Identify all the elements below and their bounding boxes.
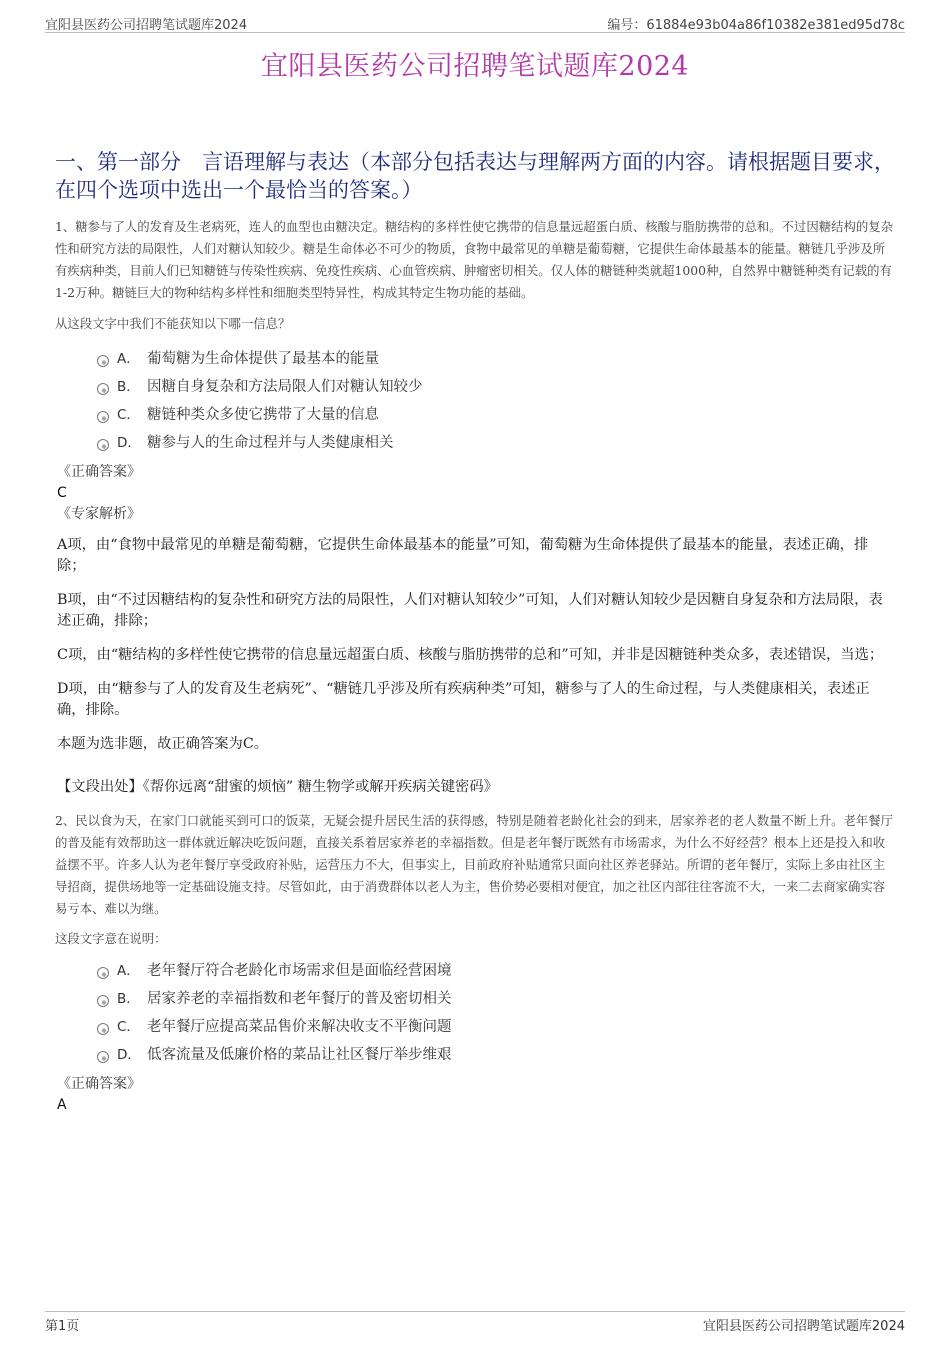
source-line [57,776,897,796]
option-letter: A． [117,351,140,367]
answer-value: C [57,485,67,501]
option-text: 老年餐厅应提高菜品售价来解决收支不平衡问题 [147,1019,452,1035]
question-text: 2、民以食为天，在家门口就能买到可口的饭菜，无疑会提升居民生活的获得感，特别是随着老龄化社会的到来，居家养老的老人数量不断上升。老年餐厅的普及能有效帮助这一群体就近解决吃饭问题，直接关系着居家养老的幸福指数。但是老年餐厅既然有市场需求，为什么不好经营？根本上还是投入和收益摆不平。许多人认为老年餐厅享受政府补贴，运营压力不大，但事实上，目前政府补贴通常只面向社区养老驿站。所谓的老年餐厅，实际上多由社区主导招商，提供场地等一定基础设施支持。尽管如此，由于消费群体以老人为主，售价势必要相对便宜，加之社区内部往往客流不大，一来二去商家确实容易亏本、难以为继。 [55,813,894,916]
options-list [55,347,937,459]
answer-label: 《正确答案》 [57,464,141,480]
radio-icon[interactable] [97,383,109,395]
document-title: 宜阳县医药公司招聘笔试题库2024 [260,51,690,82]
analysis-label: 《专家解析》 [57,506,141,522]
header-doc-id: 编号：61884e93b04a86f10382e381ed95d78c [607,18,905,33]
option-d[interactable] [97,431,937,459]
option-d[interactable] [97,1043,937,1071]
option-b[interactable] [97,987,937,1015]
option-text: 糖参与人的生命过程并与人类健康相关 [147,435,394,451]
option-letter: C． [117,1019,140,1035]
radio-icon[interactable] [97,1023,109,1035]
analysis-paragraph: C项，由“糖结构的多样性使它携带的信息量远超蛋白质、核酸与脂肪携带的总和”可知，并非是因糖链种类众多，表述错误，当选； [57,647,884,663]
radio-icon[interactable] [97,967,109,979]
question-1 [55,216,895,304]
option-letter: A． [117,963,140,979]
option-letter: D． [117,1047,141,1063]
options-list [55,959,937,1071]
answer-block [57,461,897,525]
option-text: 糖链种类众多使它携带了大量的信息 [147,407,379,423]
option-letter: C． [117,407,140,423]
option-c[interactable] [97,403,937,431]
analysis-paragraph: A项，由“食物中最常见的单糖是葡萄糖，它提供生命体最基本的能量”可知，葡萄糖为生命体提供了最基本的能量，表述正确，排除； [57,537,869,574]
radio-icon[interactable] [97,411,109,423]
radio-icon[interactable] [97,439,109,451]
question-prompt-wrap [55,314,895,332]
option-a[interactable] [97,347,937,375]
header-doc-title: 宜阳县医药公司招聘笔试题库2024 [45,18,248,33]
option-c[interactable] [97,1015,937,1043]
page-header [45,12,905,33]
radio-icon[interactable] [97,1051,109,1063]
option-text: 低客流量及低廉价格的菜品让社区餐厅举步维艰 [147,1047,452,1063]
option-letter: D． [117,435,141,451]
analysis-block [57,535,895,755]
question-prompt-wrap [55,929,895,947]
answer-block [57,1073,897,1115]
option-text: 因糖自身复杂和方法局限人们对糖认知较少 [147,379,423,395]
radio-icon[interactable] [97,995,109,1007]
option-a[interactable] [97,959,937,987]
option-text: 老年餐厅符合老龄化市场需求但是面临经营困境 [147,963,452,979]
answer-label: 《正确答案》 [57,1076,141,1092]
option-letter: B． [117,379,140,395]
option-b[interactable] [97,375,937,403]
radio-icon[interactable] [97,355,109,367]
section-heading: 一、第一部分 言语理解与表达（本部分包括表达与理解两方面的内容。请根据题目要求，在四个选项中选出一个最恰当的答案。） [55,150,895,202]
option-text: 居家养老的幸福指数和老年餐厅的普及密切相关 [147,991,452,1007]
page-number: 第1页 [45,1319,80,1334]
question-prompt: 从这段文字中我们不能获知以下哪一信息？ [55,316,291,331]
option-text: 葡萄糖为生命体提供了最基本的能量 [147,351,379,367]
answer-value: A [57,1097,67,1113]
analysis-conclusion: 本题为选非题，故正确答案为C。 [57,736,269,752]
footer-doc-title: 宜阳县医药公司招聘笔试题库2024 [702,1319,905,1334]
page-footer [45,1311,905,1332]
analysis-paragraph: D项，由“糖参与了人的发育及生老病死”、“糖链几乎涉及所有疾病种类”可知，糖参与了人的生命过程，与人类健康相关，表述正确，排除。 [57,681,870,718]
source-text: 【文段出处】《帮你远离“甜蜜的烦恼” 糖生物学或解开疾病关键密码》 [57,779,498,795]
question-prompt: 这段文字意在说明： [55,931,167,946]
analysis-paragraph: B项，由“不过因糖结构的复杂性和研究方法的局限性，人们对糖认知较少”可知，人们对糖认知较少是因糖自身复杂和方法局限，表述正确，排除； [57,592,883,629]
question-text: 1、糖参与了人的发育及生老病死，连人的血型也由糖决定。糖结构的多样性使它携带的信息量远超蛋白质、核酸与脂肪携带的总和。不过因糖结构的复杂性和研究方法的局限性，人们对糖认知较少。糖是生命体必不可少的物质，食物中最常见的单糖是葡萄糖，它提供生命体最基本的能量。糖链几乎涉及所有疾病种类，目前人们已知糖链与传染性疾病、免疫性疾病、心血管疾病、肿瘤密切相关。仅人体的糖链种类就超1000种，自然界中糖链种类有记载的有1-2万种。糖链巨大的物种结构多样性和细胞类型特异性，构成其特定生物功能的基础。 [55,219,894,300]
question-2 [55,810,895,920]
option-letter: B． [117,991,140,1007]
